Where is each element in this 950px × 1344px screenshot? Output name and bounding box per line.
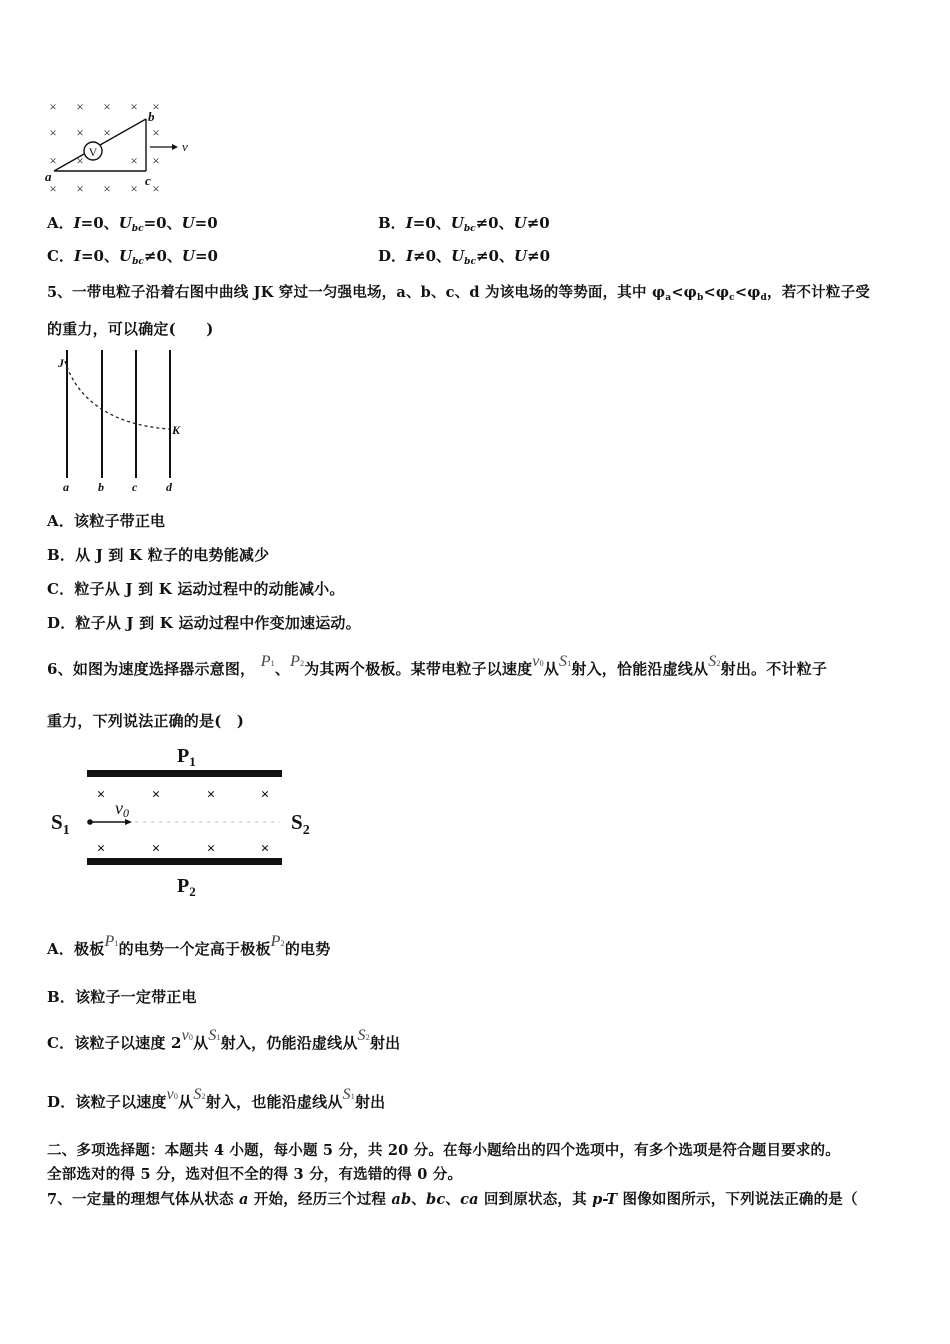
q4-option-c[interactable] xyxy=(47,245,218,267)
point-k-label: K xyxy=(172,423,181,437)
stem-text: 7、一定量的理想气体从状态 xyxy=(47,1191,239,1208)
rel: ≠0、 xyxy=(143,247,182,265)
trajectory-jk xyxy=(65,361,169,429)
var-i: I xyxy=(406,247,414,265)
q4-option-a[interactable] xyxy=(47,212,218,234)
q6-stem-line2: 重力，下列说法正确的是( ) xyxy=(47,712,244,730)
rel: =0、 xyxy=(80,214,119,232)
rel: =0、 xyxy=(412,214,451,232)
symbol-v0: v0 xyxy=(181,1027,194,1044)
option-text: 的电势一个定高于极板 xyxy=(118,940,271,958)
cross-mark: × xyxy=(96,841,106,857)
option-text: D．该粒子以速度 xyxy=(47,1093,167,1111)
sub: b xyxy=(696,293,704,303)
symbol-p1: P1 xyxy=(260,653,275,670)
process-bc: bc xyxy=(425,1191,446,1208)
option-text: 的电势 xyxy=(284,940,331,958)
symbol-s1: S1 xyxy=(559,653,572,670)
process-ca: ca xyxy=(460,1191,479,1208)
cross-mark: × xyxy=(49,181,57,196)
point-b-label: b xyxy=(148,109,155,124)
cross-mark: × xyxy=(151,787,161,803)
sub: d xyxy=(760,293,768,303)
plate-p2 xyxy=(87,858,282,865)
q7-stem xyxy=(47,1188,858,1209)
option-text: 射出 xyxy=(354,1093,386,1111)
sub-bc: bc xyxy=(463,224,476,234)
stem-text: <φ xyxy=(734,284,761,301)
q5-stem-line1 xyxy=(47,281,870,303)
stem-text: 为其两个极板。某带电粒子以速度 xyxy=(304,660,533,678)
p-t-label: p-T xyxy=(592,1191,618,1208)
var-u: U xyxy=(181,214,195,232)
q6-option-a[interactable] xyxy=(47,933,331,959)
stem-text: <φ xyxy=(703,284,730,301)
particle xyxy=(87,819,93,825)
q4-option-d[interactable] xyxy=(378,245,550,267)
cross-mark: × xyxy=(151,841,161,857)
var-u: U xyxy=(119,247,133,265)
option-text: 从 xyxy=(178,1093,194,1111)
var-i: I xyxy=(73,214,81,232)
rel: =0 xyxy=(194,214,218,232)
point-a-label: a xyxy=(45,169,52,184)
cross-mark: × xyxy=(49,99,57,114)
voltmeter-label: V xyxy=(88,145,98,159)
option-text: A．极板 xyxy=(47,940,105,958)
symbol-v0: v0 xyxy=(532,653,544,670)
stem-text: 射入，恰能沿虚线从 xyxy=(571,660,709,678)
velocity-label: v0 xyxy=(115,798,129,820)
point-c-label: c xyxy=(145,173,151,188)
rel: =0 xyxy=(194,247,218,265)
stem-text: 从 xyxy=(543,660,559,678)
stem-text: 6、如图为速度选择器示意图， xyxy=(47,660,256,678)
cross-mark: × xyxy=(76,99,84,114)
rel: =0、 xyxy=(143,214,182,232)
section2-instructions-line1: 二、多项选择题：本题共 4 小题，每小题 5 分，共 20 分。在每小题给出的四个选项中，有多个选项是符合题目要求的。 xyxy=(47,1142,840,1159)
symbol-s2: S2 xyxy=(708,653,721,670)
q6-option-d[interactable] xyxy=(47,1086,386,1112)
option-text: 射出 xyxy=(369,1034,401,1052)
option-text: 射入，仍能沿虚线从 xyxy=(220,1034,358,1052)
velocity-arrowhead xyxy=(172,144,178,150)
cross-mark: × xyxy=(103,181,111,196)
symbol-s1: S1 xyxy=(342,1086,355,1103)
q4-option-b[interactable] xyxy=(378,212,550,234)
sub-bc: bc xyxy=(132,257,144,267)
cross-mark: × xyxy=(49,153,57,168)
cross-mark: × xyxy=(260,787,270,803)
exit-s2-label: $S_2$ xyxy=(291,810,310,838)
option-letter: B． xyxy=(378,214,406,232)
section2-instructions-line2: 全部选对的得 5 分，选对但不全的得 3 分，有选错的得 0 分。 xyxy=(47,1166,463,1183)
q6-option-c[interactable] xyxy=(47,1027,401,1053)
line-c-label: c xyxy=(132,480,138,494)
cross-mark: × xyxy=(152,153,160,168)
rel: ≠0、 xyxy=(475,214,514,232)
q6-option-b[interactable]: B．该粒子一定带正电 xyxy=(47,988,197,1006)
q5-option-b[interactable]: B．从 J 到 K 粒子的电势能减少 xyxy=(47,546,270,564)
var-u: U xyxy=(513,247,528,265)
cross-mark: × xyxy=(103,99,111,114)
stem-text: 5、一带电粒子沿着右图中曲线 JK 穿过一匀强电场，a、b、c、d 为该电场的等势面，其中 φ xyxy=(47,284,666,301)
stem-text: 、 xyxy=(445,1191,461,1208)
option-letter: C． xyxy=(47,247,74,265)
cross-mark: × xyxy=(152,181,160,196)
rel: ≠0 xyxy=(527,247,551,265)
cross-mark: × xyxy=(76,125,84,140)
q6-velocity-selector-figure xyxy=(45,740,335,900)
stem-text: 开始，经历三个过程 xyxy=(248,1191,392,1208)
option-text: 从 xyxy=(193,1034,209,1052)
var-u: U xyxy=(118,214,132,232)
cross-mark: × xyxy=(260,841,270,857)
q4-circuit-figure xyxy=(40,95,200,200)
stem-text: 射出。不计粒子 xyxy=(720,660,828,678)
cross-mark: × xyxy=(206,787,216,803)
q5-option-d[interactable]: D．粒子从 J 到 K 运动过程中作变加速运动。 xyxy=(47,614,361,632)
var-i: I xyxy=(405,214,413,232)
sub-bc: bc xyxy=(131,224,144,234)
cross-mark: × xyxy=(130,153,138,168)
option-text: 射入，也能沿虚线从 xyxy=(205,1093,343,1111)
cross-mark: × xyxy=(103,125,111,140)
option-letter: A． xyxy=(47,214,74,232)
rel: =0、 xyxy=(80,247,119,265)
cross-mark: × xyxy=(130,99,138,114)
var-u: U xyxy=(450,214,464,232)
option-text: C．该粒子以速度 2 xyxy=(47,1034,182,1052)
symbol-s1: S1 xyxy=(208,1027,221,1044)
sub: a xyxy=(665,293,672,303)
q5-option-a[interactable]: A．该粒子带正电 xyxy=(47,512,166,530)
var-i: I xyxy=(73,247,81,265)
stem-text: 回到原状态，其 xyxy=(478,1191,593,1208)
q5-option-c[interactable]: C．粒子从 J 到 K 运动过程中的动能减小。 xyxy=(47,580,345,598)
rel: ≠0、 xyxy=(475,247,514,265)
cross-mark: × xyxy=(152,99,160,114)
line-b-label: b xyxy=(98,480,104,494)
velocity-label: v xyxy=(182,139,188,154)
line-d-label: d xyxy=(166,480,172,494)
option-letter: D． xyxy=(378,247,407,265)
symbol-p2: P2 xyxy=(290,653,305,670)
sub: c xyxy=(729,293,735,303)
q6-stem-line1 xyxy=(47,653,828,679)
cross-mark: × xyxy=(49,125,57,140)
cross-mark: × xyxy=(76,181,84,196)
cross-mark: × xyxy=(152,125,160,140)
symbol-s2: S2 xyxy=(193,1086,206,1103)
symbol-p2: P2 xyxy=(270,933,285,950)
stem-text: <φ xyxy=(671,284,697,301)
symbol-s2: S2 xyxy=(357,1027,370,1044)
symbol-v0: v0 xyxy=(166,1086,179,1103)
var-u: U xyxy=(451,247,465,265)
point-j-label: J xyxy=(58,356,64,370)
plate-p1-label: $P_1$ xyxy=(177,745,196,769)
cross-mark: × xyxy=(130,181,138,196)
q5-stem-line2: 的重力，可以确定( ) xyxy=(47,320,214,338)
sub-bc: bc xyxy=(464,257,476,267)
line-a-label: a xyxy=(63,480,69,494)
stem-text: 图像如图所示，下列说法正确的是（ xyxy=(617,1191,858,1208)
var-u: U xyxy=(181,247,195,265)
plate-p1 xyxy=(87,770,282,777)
process-ab: ab xyxy=(391,1191,412,1208)
symbol-p1: P1 xyxy=(104,933,119,950)
stem-text: 、 xyxy=(411,1191,426,1208)
rel: ≠0 xyxy=(526,214,550,232)
cross-mark: × xyxy=(96,787,106,803)
state-a: a xyxy=(238,1191,249,1208)
var-u: U xyxy=(513,214,527,232)
plate-p2-label: $P_2$ xyxy=(177,875,196,899)
rel: ≠0、 xyxy=(413,247,452,265)
q5-equipotential-figure xyxy=(52,345,197,495)
cross-mark: × xyxy=(76,153,84,168)
magnetic-field-crosses xyxy=(49,99,159,196)
entry-s1-label: $S_1$ xyxy=(51,810,70,838)
stem-text: ，若不计粒子受 xyxy=(767,284,870,301)
cross-mark: × xyxy=(206,841,216,857)
stem-text: 、 xyxy=(274,660,291,678)
